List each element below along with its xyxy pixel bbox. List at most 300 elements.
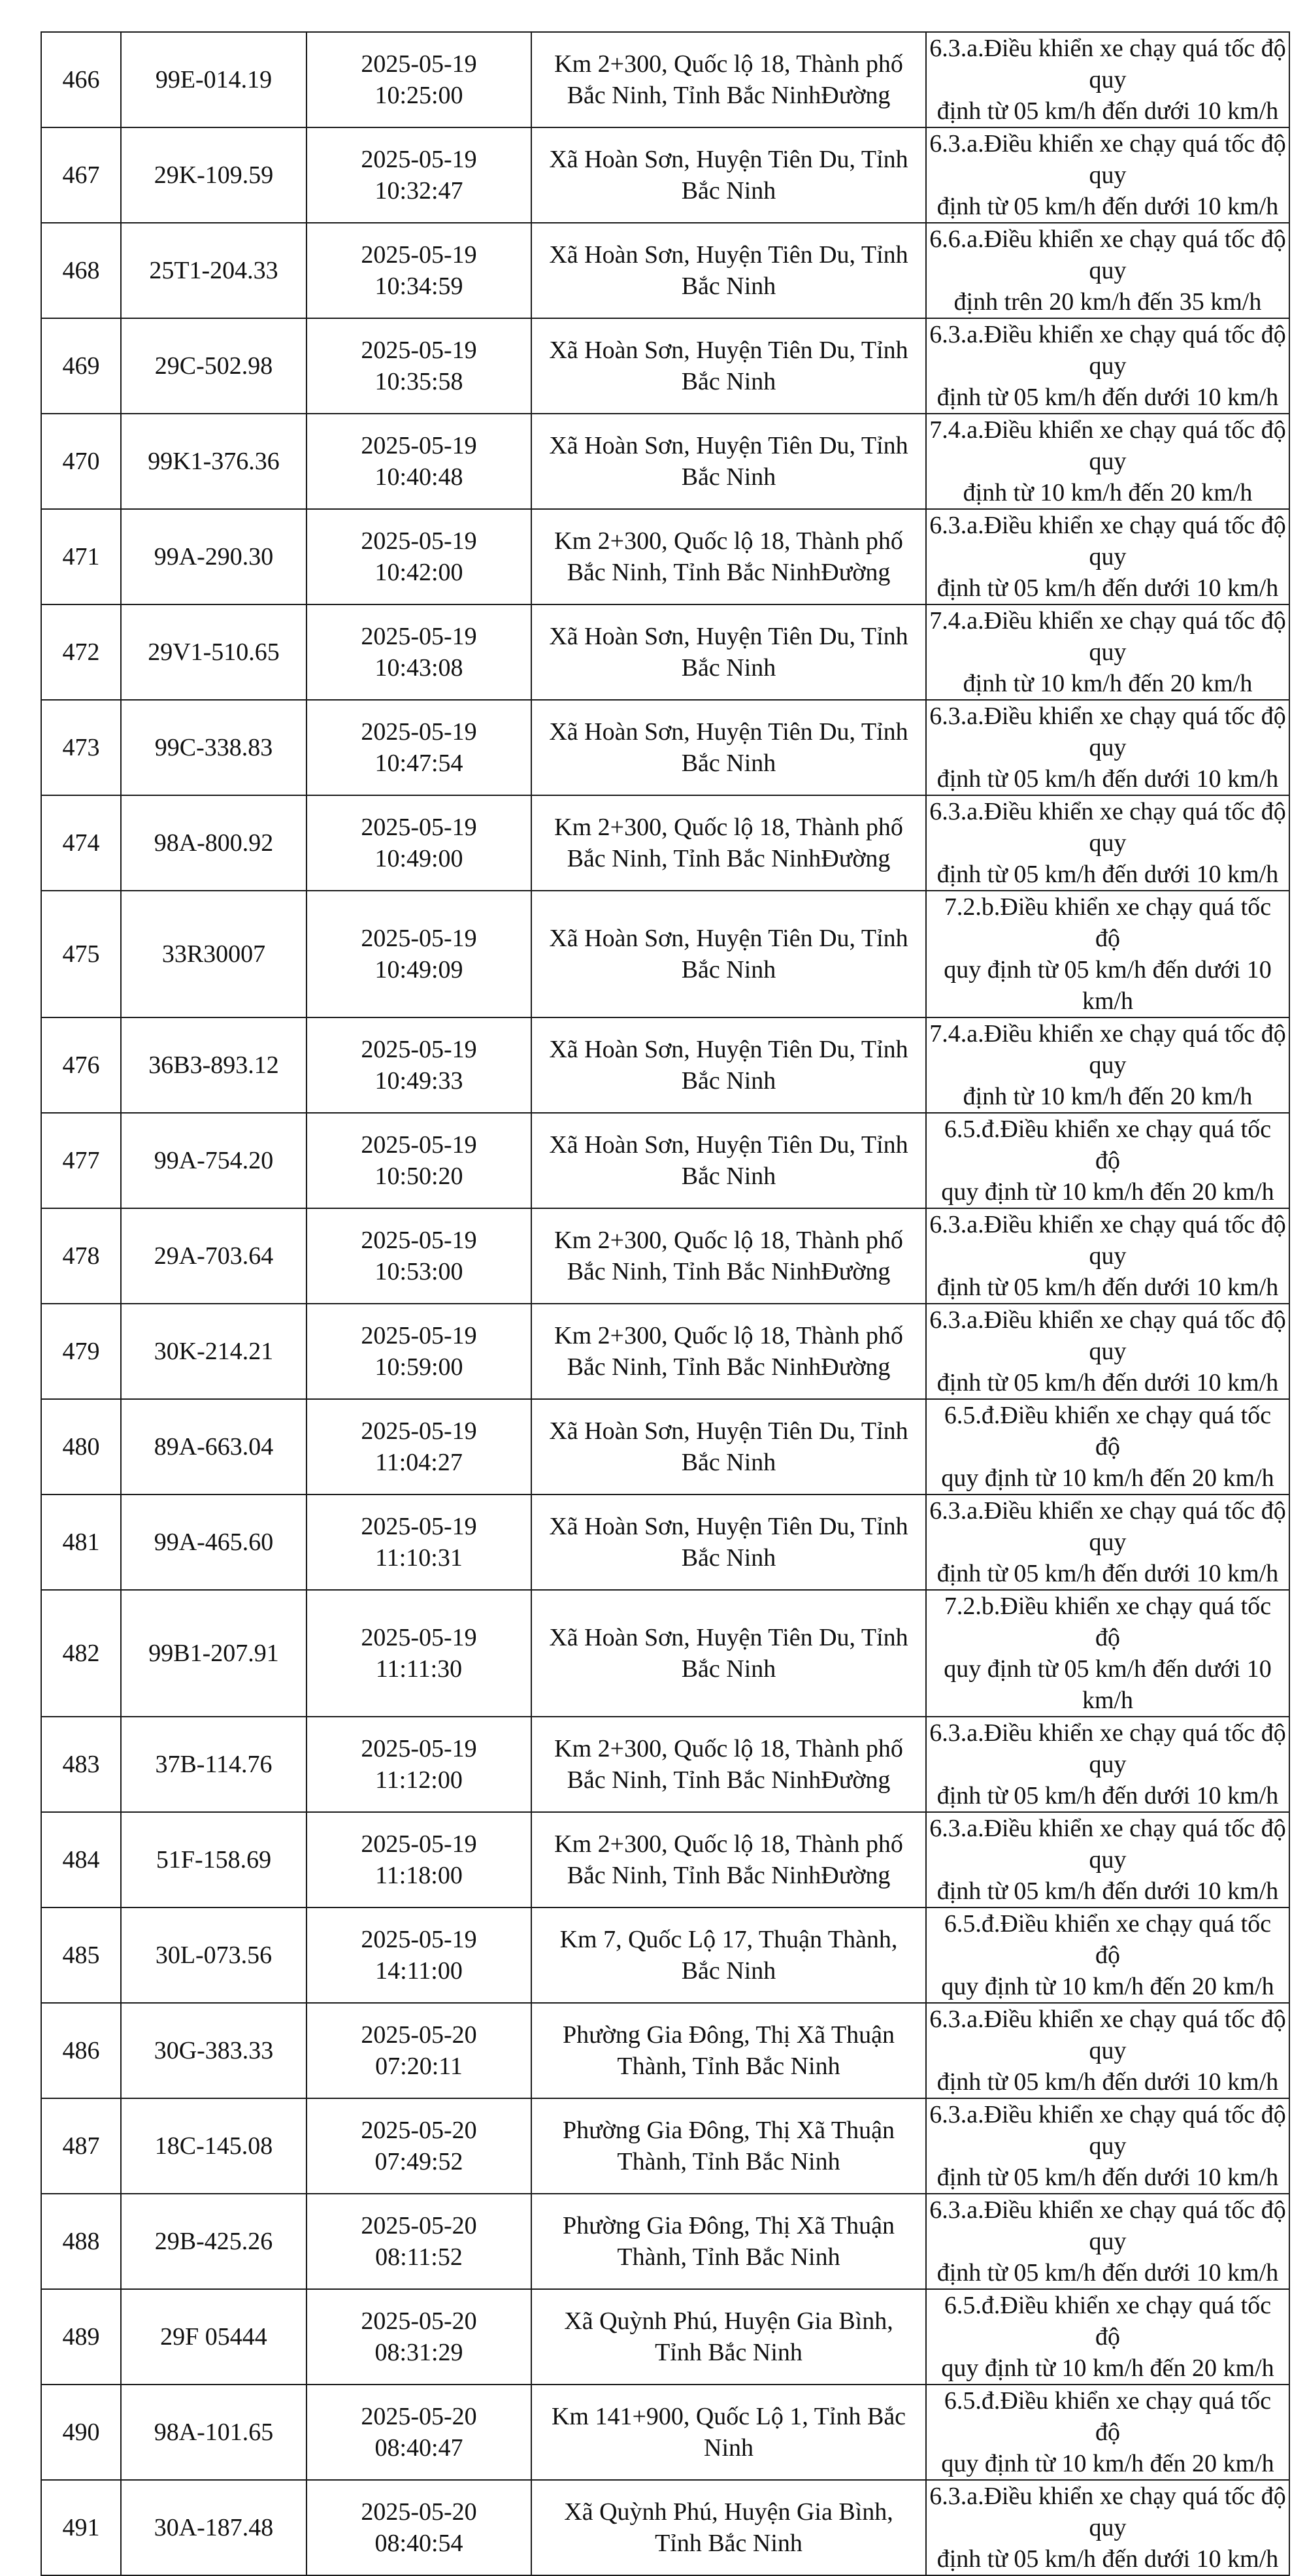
table-row (41, 1812, 1289, 1907)
cell-plate: 25T1-204.33 (149, 257, 278, 284)
cell-loc1: Km 2+300, Quốc lộ 18, Thành phố (554, 1322, 903, 1349)
violation-description (926, 795, 1289, 891)
cell-loc1: Km 7, Quốc Lộ 17, Thuận Thành, (559, 1926, 898, 1953)
cell-vio2: định từ 05 km/h đến dưới 10 km/h (936, 861, 1279, 888)
violation-datetime (306, 2480, 531, 2575)
cell-loc2: Bắc Ninh, Tỉnh Bắc NinhĐường (567, 559, 891, 586)
row-number (41, 414, 121, 509)
cell-vio1: 6.3.a.Điều khiển xe chạy quá tốc độ quy (929, 2483, 1286, 2541)
cell-no: 491 (62, 2514, 100, 2541)
license-plate (121, 509, 306, 604)
row-number (41, 700, 121, 795)
cell-no: 469 (62, 352, 100, 380)
cell-plate: 30K-214.21 (154, 1338, 274, 1365)
violation-datetime (306, 604, 531, 700)
license-plate (121, 1590, 306, 1717)
cell-vio1: 6.3.a.Điều khiển xe chạy quá tốc độ quy (929, 2196, 1286, 2255)
row-number (41, 2098, 121, 2194)
cell-loc1: Km 2+300, Quốc lộ 18, Thành phố (554, 1735, 903, 1762)
violation-datetime (306, 318, 531, 414)
license-plate (121, 604, 306, 700)
cell-vio2: định từ 10 km/h đến 20 km/h (963, 479, 1253, 506)
table-row (41, 1399, 1289, 1494)
cell-loc2: Ninh (704, 2434, 753, 2462)
cell-loc2: Bắc Ninh (681, 1957, 776, 1985)
table-row (41, 2098, 1289, 2194)
cell-loc1: Xã Hoàn Sơn, Huyện Tiên Du, Tỉnh (549, 1513, 908, 1540)
cell-loc2: Thành, Tỉnh Bắc Ninh (617, 2148, 840, 2175)
cell-vio1: 6.3.a.Điều khiển xe chạy quá tốc độ quy (929, 2006, 1286, 2064)
cell-plate: 99A-465.60 (154, 1528, 274, 1556)
violation-description (926, 891, 1289, 1017)
cell-date: 2025-05-19 (361, 527, 477, 555)
cell-no: 466 (62, 66, 100, 93)
cell-vio2: định từ 05 km/h đến dưới 10 km/h (936, 2259, 1279, 2287)
violation-description (926, 223, 1289, 318)
license-plate (121, 1208, 306, 1304)
cell-vio2: định từ 05 km/h đến dưới 10 km/h (936, 1782, 1279, 1809)
cell-no: 488 (62, 2228, 100, 2255)
table-row (41, 32, 1289, 127)
cell-no: 474 (62, 829, 100, 857)
license-plate (121, 2289, 306, 2385)
cell-loc2: Bắc Ninh, Tỉnh Bắc NinhĐường (567, 1862, 891, 1889)
violation-location (531, 700, 926, 795)
row-number (41, 1812, 121, 1907)
cell-time: 08:40:54 (374, 2530, 463, 2557)
violation-datetime (306, 1208, 531, 1304)
cell-vio2: định từ 05 km/h đến dưới 10 km/h (936, 1369, 1279, 1396)
violation-location (531, 509, 926, 604)
cell-date: 2025-05-19 (361, 337, 477, 364)
cell-date: 2025-05-20 (361, 2021, 477, 2049)
cell-time: 14:11:00 (375, 1957, 463, 1985)
license-plate (121, 2003, 306, 2098)
cell-no: 473 (62, 734, 100, 761)
violation-datetime (306, 414, 531, 509)
cell-vio2: định từ 05 km/h đến dưới 10 km/h (936, 1274, 1279, 1301)
table-row (41, 1304, 1289, 1399)
cell-loc1: Xã Hoàn Sơn, Huyện Tiên Du, Tỉnh (549, 432, 908, 459)
row-number (41, 318, 121, 414)
row-number (41, 1717, 121, 1812)
cell-vio1: 7.4.a.Điều khiển xe chạy quá tốc độ quy (929, 607, 1286, 666)
cell-time: 07:49:52 (374, 2148, 463, 2175)
table-row (41, 1494, 1289, 1590)
license-plate (121, 1113, 306, 1208)
cell-loc1: Km 2+300, Quốc lộ 18, Thành phố (554, 1830, 903, 1858)
violation-datetime (306, 223, 531, 318)
cell-vio1: 6.3.a.Điều khiển xe chạy quá tốc độ quy (929, 512, 1286, 570)
cell-time: 11:11:30 (375, 1655, 463, 1683)
violation-description (926, 1907, 1289, 2003)
cell-time: 11:04:27 (375, 1449, 463, 1476)
cell-vio1: 6.3.a.Điều khiển xe chạy quá tốc độ quy (929, 1719, 1286, 1778)
cell-vio1: 7.2.b.Điều khiển xe chạy quá tốc độ (944, 893, 1272, 952)
cell-loc1: Xã Hoàn Sơn, Huyện Tiên Du, Tỉnh (549, 718, 908, 746)
cell-time: 10:47:54 (374, 750, 463, 777)
violation-description (926, 1304, 1289, 1399)
cell-time: 10:25:00 (374, 82, 463, 109)
cell-vio1: 6.3.a.Điều khiển xe chạy quá tốc độ quy (929, 702, 1286, 761)
cell-vio2: định từ 05 km/h đến dưới 10 km/h (936, 1560, 1279, 1587)
cell-no: 471 (62, 543, 100, 570)
row-number (41, 2480, 121, 2575)
cell-date: 2025-05-19 (361, 432, 477, 459)
violation-location (531, 1717, 926, 1812)
cell-time: 10:43:08 (374, 654, 463, 682)
violation-location (531, 1113, 926, 1208)
cell-plate: 99A-754.20 (154, 1147, 274, 1174)
cell-time: 07:20:11 (375, 2053, 463, 2080)
violation-location (531, 2385, 926, 2480)
row-number (41, 127, 121, 223)
cell-loc1: Xã Hoàn Sơn, Huyện Tiên Du, Tỉnh (549, 1417, 908, 1445)
violation-datetime (306, 1590, 531, 1717)
cell-date: 2025-05-19 (361, 1417, 477, 1445)
cell-time: 10:59:00 (374, 1353, 463, 1381)
license-plate (121, 1017, 306, 1113)
cell-vio2: quy định từ 10 km/h đến 20 km/h (941, 1464, 1274, 1492)
license-plate (121, 891, 306, 1017)
license-plate (121, 2385, 306, 2480)
cell-loc1: Xã Hoàn Sơn, Huyện Tiên Du, Tỉnh (549, 1036, 908, 1063)
row-number (41, 1590, 121, 1717)
cell-loc1: Phường Gia Đông, Thị Xã Thuận (563, 2212, 895, 2239)
violation-location (531, 2289, 926, 2385)
license-plate (121, 795, 306, 891)
license-plate (121, 1812, 306, 1907)
cell-vio1: 7.4.a.Điều khiển xe chạy quá tốc độ quy (929, 416, 1286, 475)
violation-location (531, 1399, 926, 1494)
table-row (41, 1208, 1289, 1304)
violation-datetime (306, 2289, 531, 2385)
violation-location (531, 604, 926, 700)
cell-vio2: định từ 05 km/h đến dưới 10 km/h (936, 574, 1279, 602)
cell-date: 2025-05-19 (361, 50, 477, 78)
cell-loc1: Km 2+300, Quốc lộ 18, Thành phố (554, 814, 903, 841)
cell-date: 2025-05-20 (361, 2403, 477, 2430)
violation-datetime (306, 1399, 531, 1494)
table-row (41, 604, 1289, 700)
cell-no: 475 (62, 940, 100, 968)
violation-location (531, 127, 926, 223)
cell-loc2: Bắc Ninh (681, 368, 776, 395)
cell-vio1: 6.3.a.Điều khiển xe chạy quá tốc độ quy (929, 1497, 1286, 1556)
violation-description (926, 2003, 1289, 2098)
cell-vio2: định từ 05 km/h đến dưới 10 km/h (936, 765, 1279, 793)
table-row (41, 700, 1289, 795)
cell-date: 2025-05-19 (361, 814, 477, 841)
row-number (41, 1017, 121, 1113)
row-number (41, 1208, 121, 1304)
cell-loc2: Bắc Ninh, Tỉnh Bắc NinhĐường (567, 1766, 891, 1794)
cell-time: 10:49:33 (374, 1067, 463, 1095)
license-plate (121, 700, 306, 795)
cell-loc1: Xã Hoàn Sơn, Huyện Tiên Du, Tỉnh (549, 623, 908, 650)
cell-plate: 99B1-207.91 (148, 1640, 279, 1667)
cell-date: 2025-05-19 (361, 1624, 477, 1651)
violation-description (926, 2385, 1289, 2480)
cell-plate: 98A-800.92 (154, 829, 274, 857)
cell-plate: 89A-663.04 (154, 1433, 274, 1461)
cell-plate: 29B-425.26 (154, 2228, 273, 2255)
violation-location (531, 2098, 926, 2194)
violation-datetime (306, 1017, 531, 1113)
cell-plate: 29K-109.59 (154, 161, 274, 189)
cell-loc1: Xã Hoàn Sơn, Huyện Tiên Du, Tỉnh (549, 337, 908, 364)
cell-vio1: 6.3.a.Điều khiển xe chạy quá tốc độ quy (929, 1815, 1286, 1874)
violation-description (926, 32, 1289, 127)
cell-date: 2025-05-19 (361, 1735, 477, 1762)
row-number (41, 2385, 121, 2480)
row-number (41, 2289, 121, 2385)
cell-vio2: định từ 05 km/h đến dưới 10 km/h (936, 384, 1279, 411)
violation-location (531, 2480, 926, 2575)
violation-datetime (306, 2098, 531, 2194)
table-row (41, 795, 1289, 891)
violation-location (531, 2194, 926, 2289)
row-number (41, 2003, 121, 2098)
violations-table (41, 31, 1290, 2576)
cell-vio1: 6.3.a.Điều khiển xe chạy quá tốc độ quy (929, 321, 1286, 380)
cell-vio1: 6.5.đ.Điều khiển xe chạy quá tốc độ (944, 1115, 1272, 1174)
cell-loc2: Thành, Tỉnh Bắc Ninh (617, 2053, 840, 2080)
violation-description (926, 2194, 1289, 2289)
row-number (41, 1907, 121, 2003)
license-plate (121, 127, 306, 223)
cell-time: 10:50:20 (374, 1163, 463, 1190)
cell-time: 10:34:59 (374, 272, 463, 300)
cell-plate: 30L-073.56 (155, 1941, 273, 1969)
violation-description (926, 1812, 1289, 1907)
row-number (41, 604, 121, 700)
cell-plate: 30A-187.48 (154, 2514, 274, 2541)
cell-vio2: quy định từ 10 km/h đến 20 km/h (941, 2450, 1274, 2477)
violation-description (926, 127, 1289, 223)
cell-loc2: Bắc Ninh (681, 1449, 776, 1476)
violation-description (926, 700, 1289, 795)
cell-no: 480 (62, 1433, 100, 1461)
cell-loc1: Xã Hoàn Sơn, Huyện Tiên Du, Tỉnh (549, 925, 908, 952)
cell-loc2: Bắc Ninh, Tỉnh Bắc NinhĐường (567, 1353, 891, 1381)
cell-loc2: Tỉnh Bắc Ninh (655, 2339, 802, 2366)
cell-time: 10:42:00 (374, 559, 463, 586)
cell-vio1: 7.4.a.Điều khiển xe chạy quá tốc độ quy (929, 1020, 1286, 1079)
cell-loc2: Bắc Ninh, Tỉnh Bắc NinhĐường (567, 845, 891, 872)
cell-loc2: Tỉnh Bắc Ninh (655, 2530, 802, 2557)
cell-date: 2025-05-19 (361, 623, 477, 650)
row-number (41, 1304, 121, 1399)
violation-description (926, 2098, 1289, 2194)
cell-vio1: 7.2.b.Điều khiển xe chạy quá tốc độ (944, 1593, 1272, 1651)
cell-date: 2025-05-19 (361, 1322, 477, 1349)
cell-no: 483 (62, 1751, 100, 1778)
violation-description (926, 1399, 1289, 1494)
row-number (41, 509, 121, 604)
cell-plate: 99A-290.30 (154, 543, 274, 570)
cell-date: 2025-05-19 (361, 1227, 477, 1254)
cell-plate: 29C-502.98 (154, 352, 273, 380)
cell-loc1: Xã Hoàn Sơn, Huyện Tiên Du, Tỉnh (549, 1624, 908, 1651)
cell-date: 2025-05-20 (361, 2307, 477, 2335)
cell-plate: 29F 05444 (160, 2323, 267, 2351)
license-plate (121, 1399, 306, 1494)
row-number (41, 1494, 121, 1590)
cell-date: 2025-05-19 (361, 1513, 477, 1540)
table-row (41, 509, 1289, 604)
cell-vio1: 6.3.a.Điều khiển xe chạy quá tốc độ quy (929, 2101, 1286, 2160)
cell-plate: 30G-383.33 (154, 2037, 274, 2064)
cell-no: 468 (62, 257, 100, 284)
table-row (41, 2194, 1289, 2289)
cell-loc1: Km 141+900, Quốc Lộ 1, Tỉnh Bắc (551, 2403, 906, 2430)
cell-loc1: Xã Hoàn Sơn, Huyện Tiên Du, Tỉnh (549, 241, 908, 269)
cell-plate: 29V1-510.65 (148, 638, 280, 666)
cell-no: 486 (62, 2037, 100, 2064)
cell-vio1: 6.5.đ.Điều khiển xe chạy quá tốc độ (944, 2292, 1272, 2351)
table-row (41, 1113, 1289, 1208)
cell-loc1: Xã Quỳnh Phú, Huyện Gia Bình, (564, 2307, 893, 2335)
table-row (41, 2003, 1289, 2098)
violation-location (531, 318, 926, 414)
cell-loc2: Bắc Ninh (681, 1067, 776, 1095)
cell-date: 2025-05-19 (361, 1926, 477, 1953)
cell-loc1: Phường Gia Đông, Thị Xã Thuận (563, 2021, 895, 2049)
cell-time: 11:10:31 (375, 1544, 463, 1572)
violation-location (531, 223, 926, 318)
row-number (41, 1113, 121, 1208)
cell-plate: 51F-158.69 (156, 1846, 272, 1874)
violations-table-container (41, 31, 1286, 2576)
cell-loc1: Xã Hoàn Sơn, Huyện Tiên Du, Tỉnh (549, 1131, 908, 1159)
cell-vio1: 6.5.đ.Điều khiển xe chạy quá tốc độ (944, 1910, 1272, 1969)
cell-vio1: 6.5.đ.Điều khiển xe chạy quá tốc độ (944, 2387, 1272, 2446)
row-number (41, 891, 121, 1017)
violation-location (531, 1812, 926, 1907)
cell-time: 10:35:58 (374, 368, 463, 395)
table-row (41, 2289, 1289, 2385)
cell-plate: 18C-145.08 (154, 2132, 273, 2160)
cell-plate: 99K1-376.36 (148, 448, 280, 475)
violation-location (531, 414, 926, 509)
violation-location (531, 32, 926, 127)
violation-datetime (306, 127, 531, 223)
cell-loc2: Bắc Ninh (681, 750, 776, 777)
cell-vio1: 6.3.a.Điều khiển xe chạy quá tốc độ quy (929, 1211, 1286, 1270)
violation-description (926, 1208, 1289, 1304)
license-plate (121, 32, 306, 127)
violation-location (531, 891, 926, 1017)
cell-loc2: Bắc Ninh (681, 1544, 776, 1572)
cell-date: 2025-05-19 (361, 1131, 477, 1159)
cell-vio2: quy định từ 05 km/h đến dưới 10 km/h (944, 956, 1272, 1015)
cell-vio2: quy định từ 10 km/h đến 20 km/h (941, 2354, 1274, 2382)
cell-loc2: Bắc Ninh, Tỉnh Bắc NinhĐường (567, 1258, 891, 1285)
cell-no: 476 (62, 1051, 100, 1079)
cell-vio1: 6.3.a.Điều khiển xe chạy quá tốc độ quy (929, 35, 1286, 93)
cell-date: 2025-05-19 (361, 718, 477, 746)
violation-datetime (306, 1113, 531, 1208)
violation-datetime (306, 700, 531, 795)
cell-time: 11:12:00 (375, 1766, 463, 1794)
cell-loc2: Bắc Ninh (681, 463, 776, 491)
cell-no: 482 (62, 1640, 100, 1667)
violation-datetime (306, 1717, 531, 1812)
violation-description (926, 509, 1289, 604)
license-plate (121, 2480, 306, 2575)
cell-plate: 98A-101.65 (154, 2419, 274, 2446)
cell-no: 479 (62, 1338, 100, 1365)
table-row (41, 1017, 1289, 1113)
cell-loc2: Bắc Ninh (681, 1163, 776, 1190)
violation-description (926, 1590, 1289, 1717)
license-plate (121, 1717, 306, 1812)
cell-time: 08:31:29 (374, 2339, 463, 2366)
violation-description (926, 1717, 1289, 1812)
cell-date: 2025-05-20 (361, 2212, 477, 2239)
cell-vio2: định từ 05 km/h đến dưới 10 km/h (936, 2068, 1279, 2096)
violation-description (926, 414, 1289, 509)
violation-location (531, 1590, 926, 1717)
cell-vio2: định từ 05 km/h đến dưới 10 km/h (936, 193, 1279, 220)
violation-datetime (306, 32, 531, 127)
cell-vio2: quy định từ 10 km/h đến 20 km/h (941, 1178, 1274, 1206)
table-row (41, 318, 1289, 414)
cell-loc1: Phường Gia Đông, Thị Xã Thuận (563, 2117, 895, 2144)
cell-loc2: Bắc Ninh (681, 272, 776, 300)
cell-loc1: Km 2+300, Quốc lộ 18, Thành phố (554, 527, 903, 555)
violation-description (926, 2480, 1289, 2575)
violation-location (531, 795, 926, 891)
violation-description (926, 1494, 1289, 1590)
cell-vio2: định từ 05 km/h đến dưới 10 km/h (936, 2164, 1279, 2191)
cell-no: 490 (62, 2419, 100, 2446)
cell-loc2: Bắc Ninh (681, 177, 776, 205)
violation-description (926, 318, 1289, 414)
cell-loc1: Km 2+300, Quốc lộ 18, Thành phố (554, 50, 903, 78)
violation-location (531, 1907, 926, 2003)
violation-location (531, 1304, 926, 1399)
cell-loc2: Bắc Ninh (681, 1655, 776, 1683)
violation-location (531, 1494, 926, 1590)
table-row (41, 414, 1289, 509)
cell-loc2: Bắc Ninh (681, 956, 776, 983)
violation-datetime (306, 2003, 531, 2098)
cell-no: 485 (62, 1941, 100, 1969)
cell-time: 10:32:47 (374, 177, 463, 205)
license-plate (121, 2098, 306, 2194)
cell-plate: 33R30007 (161, 940, 266, 968)
cell-vio1: 6.3.a.Điều khiển xe chạy quá tốc độ quy (929, 1306, 1286, 1365)
violation-datetime (306, 2194, 531, 2289)
cell-date: 2025-05-19 (361, 1036, 477, 1063)
violation-datetime (306, 1304, 531, 1399)
cell-plate: 29A-703.64 (154, 1242, 274, 1270)
cell-date: 2025-05-20 (361, 2498, 477, 2526)
cell-time: 08:11:52 (375, 2243, 463, 2271)
cell-vio2: định từ 05 km/h đến dưới 10 km/h (936, 1877, 1279, 1905)
cell-time: 10:49:00 (374, 845, 463, 872)
violation-datetime (306, 2385, 531, 2480)
row-number (41, 32, 121, 127)
table-row (41, 223, 1289, 318)
row-number (41, 795, 121, 891)
cell-vio1: 6.5.đ.Điều khiển xe chạy quá tốc độ (944, 1402, 1272, 1461)
cell-loc1: Km 2+300, Quốc lộ 18, Thành phố (554, 1227, 903, 1254)
cell-loc2: Thành, Tỉnh Bắc Ninh (617, 2243, 840, 2271)
cell-no: 489 (62, 2323, 100, 2351)
